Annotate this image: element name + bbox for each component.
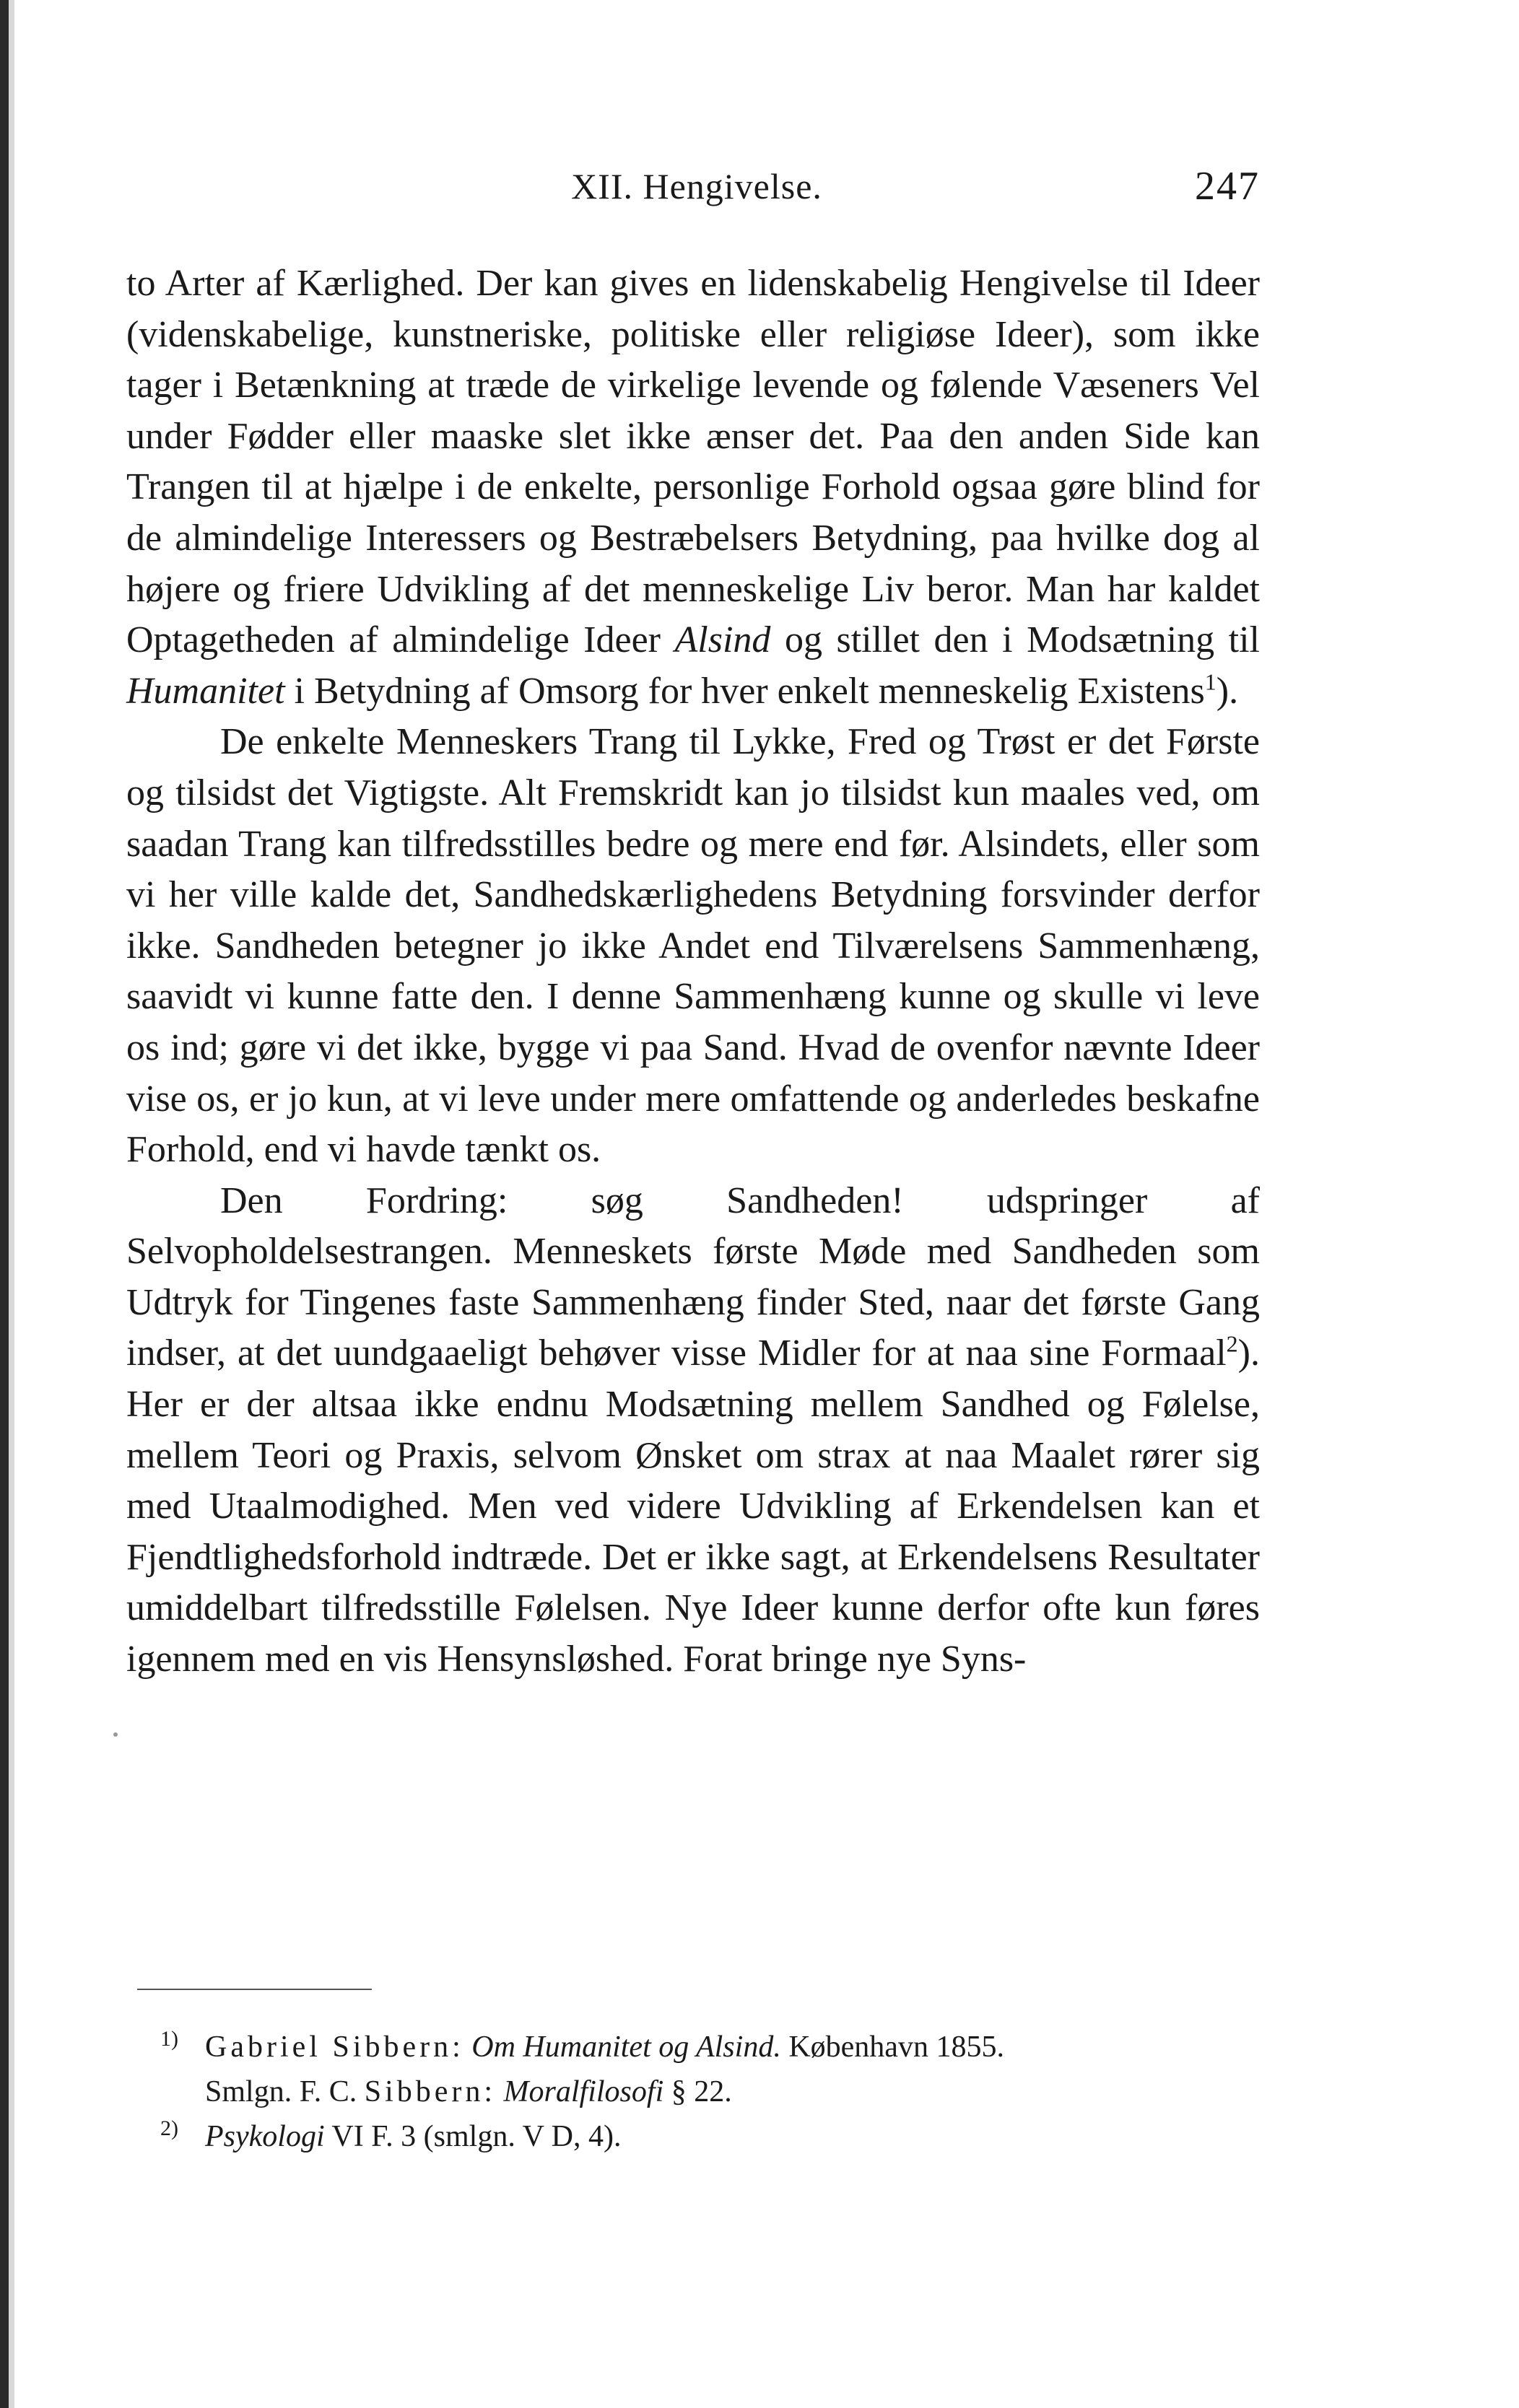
paragraph — [126, 1176, 1260, 1685]
italic-text: Psykologi — [205, 2120, 325, 2153]
text-run: ). Her er der altsaa ikke endnu Modsætning mellem Sandhed og Følelse, mellem Teori og Praxis, selvom Ønsket om strax at naa Maalet rører sig med Utaalmodighed. Men ved videre Udvikling af Erkendelsen kan et Fjendtlighedsforhold indtræde. Det er ikke sagt, at Erkendelsens Resultater umiddelbart tilfredsstille Følelsen. Nye Ideer kunne derfor ofte kun føres igennem med en vis Hensynsløshed. Forat bringe nye Syns- — [126, 1332, 1260, 1680]
text-run — [464, 2030, 472, 2064]
running-header — [134, 157, 1260, 215]
footnote-line — [205, 2069, 1265, 2114]
text-run: København 1855. — [780, 2030, 1004, 2064]
text-run: og stillet den i Modsætning til — [770, 619, 1260, 661]
chapter-title: XII. Hengivelse. — [571, 166, 822, 206]
italic-text: Humanitet — [126, 670, 285, 712]
scan-edge-shadow — [9, 0, 14, 2408]
text-run: i Betydning af Omsorg for hver enkelt menneskelig Existens — [284, 670, 1205, 712]
text-run: to Arter af Kærlighed. Der kan gives en lidenskabelig Hengivelse til Ideer (videnskabelige, kunstneriske, politiske eller religiøse Ideer), som ikke tager i Betænkning at træde de virkelige levende og følende Væseners Vel under Fødder eller maaske slet ikke ænser det. Paa den anden Side kan Trangen til at hjælpe i de enkelte, personlige Forhold ogsaa gøre blind for de almindelige Interessers og Bestræbelsers Betydning, paa hvilke dog al højere og friere Udvikling af det menneskelige Liv beror. Man har kaldet Optagetheden af almindelige Ideer — [126, 263, 1260, 661]
author-name: Gabriel Sibbern: — [205, 2030, 464, 2064]
text-run: ). — [1216, 670, 1239, 712]
text-run: VI F. 3 (smlgn. V D, 4). — [324, 2120, 622, 2153]
text-run: De enkelte Menneskers Trang til Lykke, Fred og Trøst er det Første og tilsidst det Vigtigste. Alt Fremskridt kan jo tilsidst kun maales ved, om saadan Trang kan tilfredsstilles bedre og mere end før. Alsindets, eller som vi her ville kalde det, Sandhedskærlighedens Betydning forsvinder derfor ikke. Sandheden betegner jo ikke Andet end Tilværelsens Sammenhæng, saavidt vi kunne fatte den. I denne Sammenhæng kunne og skulle vi leve os ind; gøre vi det ikke, bygge vi paa Sand. Hvad de ovenfor nævnte Ideer vise os, er jo kun, at vi leve under mere omfattende og anderledes beskafne Forhold, end vi havde tænkt os. — [126, 721, 1260, 1171]
footnote-mark: 2) — [160, 2116, 178, 2140]
scan-speck — [113, 1732, 118, 1737]
author-name: Sibbern: — [364, 2075, 497, 2108]
footnote — [160, 2114, 1265, 2159]
footnote-line — [205, 2114, 1265, 2159]
italic-text: Alsind — [674, 619, 771, 661]
footnote — [160, 2025, 1265, 2114]
footnote-reference: 1 — [1204, 668, 1216, 695]
italic-text: Om Humanitet og Alsind. — [471, 2030, 781, 2064]
footnote-rule — [137, 1989, 372, 1990]
footnotes — [160, 2025, 1265, 2159]
text-run: Smlgn. F. C. — [205, 2075, 365, 2108]
text-run: Den Fordring: søg Sandheden! udspringer af Selvopholdelsestrangen. Menneskets første Møde med Sandheden som Udtryk for Tingenes faste Sammenhæng finder Sted, naar det første Gang indser, at det uundgaaeligt behøver visse Midler for at naa sine Formaal — [126, 1179, 1260, 1374]
italic-text: Moralfilosofi — [503, 2075, 664, 2108]
paragraph — [126, 258, 1260, 717]
page-number: 247 — [1195, 164, 1260, 209]
footnote-reference: 2 — [1226, 1331, 1238, 1358]
scan-edge — [0, 0, 9, 2408]
text-run — [496, 2075, 504, 2108]
footnote-line — [205, 2025, 1265, 2069]
footnote-mark: 1) — [160, 2027, 178, 2051]
paragraph — [126, 717, 1260, 1175]
body-text — [126, 258, 1260, 1685]
text-run: § 22. — [663, 2075, 732, 2108]
